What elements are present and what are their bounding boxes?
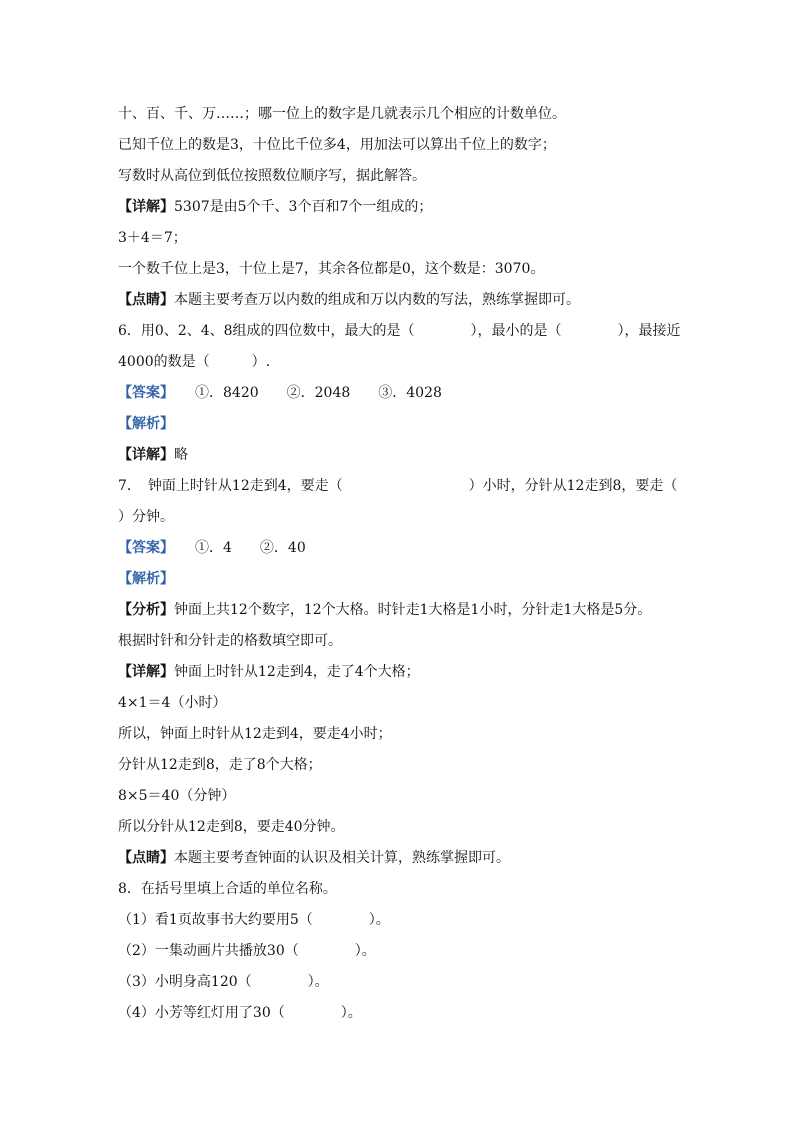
text-line: 所以，钟面上时针从12走到4，要走4小时； [118, 726, 392, 742]
question-8-item: （3）小明身高120（ ）。 [118, 974, 329, 990]
question-8: 8．在括号里填上合适的单位名称。 [118, 881, 337, 897]
question-7: 7． 钟面上时针从12走到4，要走（ ）小时，分针从12走到8，要走（ [118, 478, 678, 494]
detail-line: 【详解】略 [118, 447, 188, 463]
text-line: 8×5＝40（分钟） [118, 788, 236, 804]
detail-line: 【详解】钟面上时针从12走到4，走了4个大格； [118, 664, 420, 680]
answer-line: 【答案】 ①．8420 ②．2048 ③．4028 [118, 385, 442, 401]
question-8-item: （4）小芳等红灯用了30（ ）。 [118, 1005, 362, 1021]
analysis-label: 【解析】 [118, 571, 174, 587]
text-line: 一个数千位上是3，十位上是7，其余各位都是0，这个数是：3070。 [118, 261, 545, 277]
text-line: 十、百、千、万……；哪一位上的数字是几就表示几个相应的计数单位。 [118, 106, 566, 122]
comment-line: 【点睛】本题主要考查万以内数的组成和万以内数的写法，熟练掌握即可。 [118, 292, 580, 308]
question-6-cont: 4000的数是（ ）. [118, 354, 271, 370]
text-line: 所以分针从12走到8，要走40分钟。 [118, 819, 345, 835]
text-line: 4×1＝4（小时） [118, 695, 227, 711]
text-line: 已知千位上的数是3，十位比千位多4，用加法可以算出千位上的数字； [118, 137, 556, 153]
detail-line: 【详解】5307是由5个千、3个百和7个一组成的； [118, 199, 433, 215]
analysis-line: 【分析】钟面上共12个数字，12个大格。时针走1大格是1小时，分针走1大格是5分。 [118, 602, 652, 618]
question-7-cont: ）分钟。 [118, 509, 174, 525]
text-line: 根据时针和分针走的格数填空即可。 [118, 633, 342, 649]
text-line: 写数时从高位到低位按照数位顺序写，据此解答。 [118, 168, 426, 184]
question-6: 6．用0、2、4、8组成的四位数中，最大的是（ ），最小的是（ ），最接近 [118, 323, 681, 339]
comment-line: 【点睛】本题主要考查钟面的认识及相关计算，熟练掌握即可。 [118, 850, 510, 866]
analysis-label: 【解析】 [118, 416, 174, 432]
text-line: 3＋4＝7； [118, 230, 187, 246]
question-8-item: （2）一集动画片共播放30（ ）。 [118, 943, 376, 959]
answer-line: 【答案】 ①．4 ②．40 [118, 540, 306, 556]
text-line: 分针从12走到8，走了8个大格； [118, 757, 322, 773]
question-8-item: （1）看1页故事书大约要用5（ ）。 [118, 912, 390, 928]
